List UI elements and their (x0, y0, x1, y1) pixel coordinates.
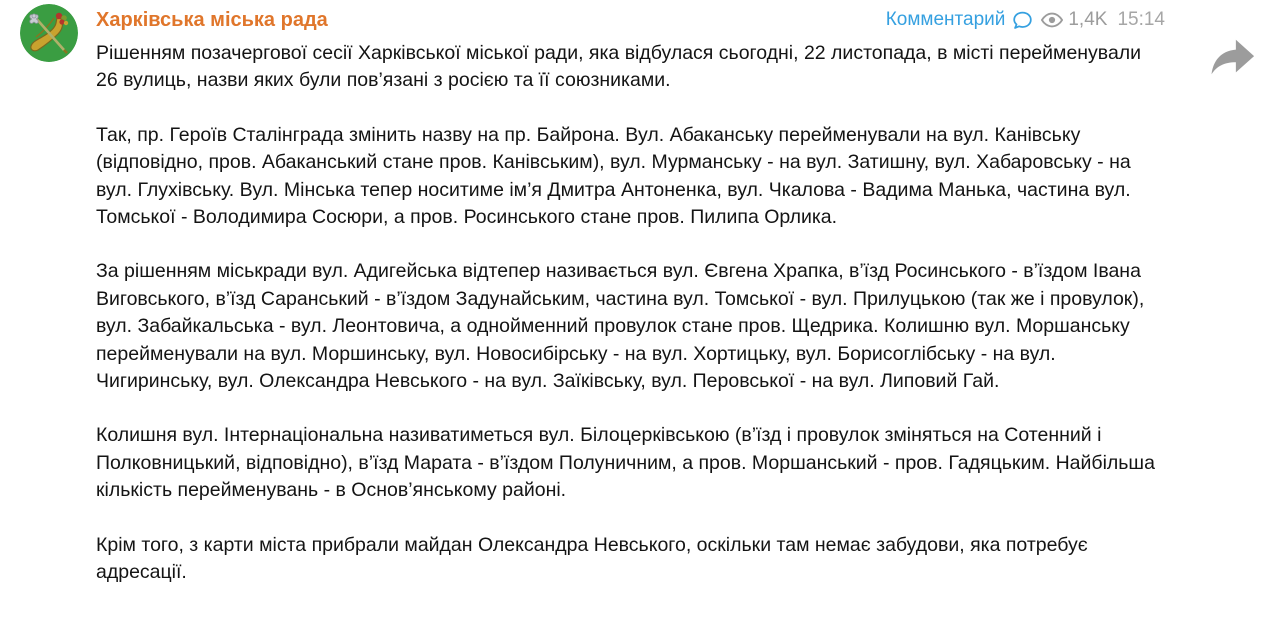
channel-avatar[interactable] (20, 4, 78, 62)
views-group (1041, 9, 1107, 31)
message-paragraph: Крім того, з карти міста прибрали майдан Олександра Невського, оскільки там немає забудови, яка потребує адресації. (96, 533, 1088, 584)
message-text (96, 40, 1165, 587)
channel-name[interactable]: Харківська міська рада (96, 8, 328, 31)
message-paragraph: Колишня вул. Інтернаціональна називатиметься вул. Білоцерківською (в’їзд і провулок зміняться на Сотенний і Полковницький, відповідно), в’їзд Марата - в’їздом Полуничним, а пров. Моршанський - пров. Гадяцьким. Найбільша кількість перейменувань - в Основ’янському районі. (96, 424, 1155, 502)
message-paragraph: Рішенням позачергової сесії Харківської міської ради, яка відбулася сьогодні, 22 листопада, в місті перейменували 26 вулиць, назви яких були пов’язані з росією та її союзниками. (96, 42, 1142, 92)
kharkiv-coat-of-arms-icon (20, 4, 78, 62)
post-content (96, 6, 1165, 587)
post-time: 15:14 (1117, 9, 1165, 30)
eye-icon (1041, 12, 1063, 28)
share-button[interactable] (1210, 38, 1256, 78)
message-paragraph: Так, пр. Героїв Сталінграда змінить назву на пр. Байрона. Вул. Абаканську перейменували на вул. Канівську (відповідно, пров. Абаканський стане пров. Канівським), вул. Мурманську - на вул. Затишну, вул. Хабаровську - на вул. Глухівську. Вул. Мінська тепер носитиме ім’я Дмитра Антоненка, вул. Чкалова - Вадима Манька, частина вул. Томської - Володимира Сосюри, а пров. Росинського стане пров. Пилипа Орлика. (96, 123, 1131, 229)
post-meta (886, 9, 1165, 31)
comment-button-label: Комментарий (885, 9, 1006, 30)
forward-arrow-icon (1210, 38, 1256, 78)
message-paragraph: За рішенням міськради вул. Адигейська відтепер називається вул. Євгена Храпка, в’їзд Росинського - в’їздом Івана Виговського, в’їзд Саранський - в’їздом Задунайським, частина вул. Томської - вул. Прилуцькою (так же і провулок), вул. Забайкальська - вул. Леонтовича, а однойменний провулок стане пров. Щедрика. Колишню вул. Моршанську перейменували на вул. Моршинську, вул. Новосибірську - на вул. Хортицьку, вул. Борисоглібську - на вул. Чигиринську, вул. Олександра Невського - на вул. Заїківську, вул. Перовської - на вул. Липовий Гай. (96, 260, 1145, 393)
speech-bubble-icon (1012, 10, 1033, 31)
view-count: 1,4K (1068, 9, 1108, 30)
post-header (96, 6, 1165, 34)
comment-button[interactable] (886, 9, 1034, 31)
